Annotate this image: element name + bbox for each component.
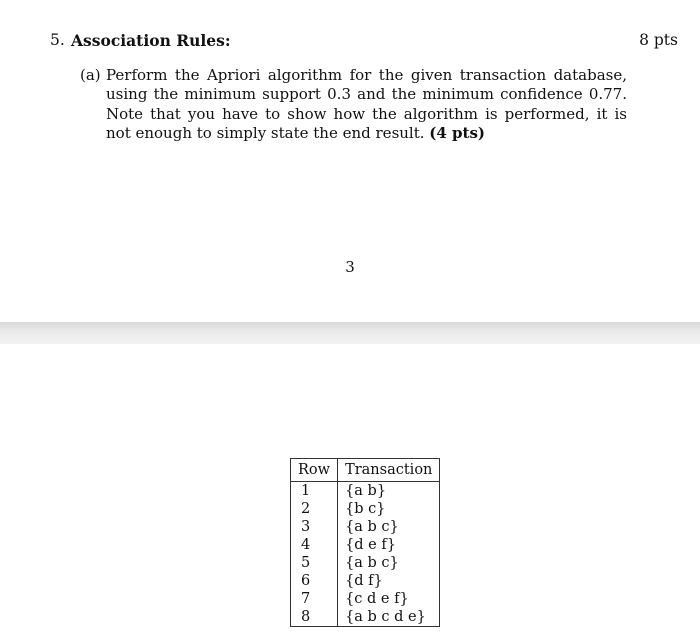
transaction-items: {d e f} (338, 536, 440, 554)
row-id: 7 (291, 590, 338, 608)
transaction-items: {a b} (338, 482, 440, 501)
table-row (291, 482, 440, 501)
part-a-label: (a) (80, 66, 101, 84)
transaction-items: {a b c} (338, 554, 440, 572)
question-title: Association Rules: (71, 31, 231, 50)
part-a-body: Perform the Apriori algorithm for the given transaction database, using the minimum support 0.3 and the minimum confidence 0.77. Note that you have to show how the algorithm is performed, it is not enough to simply state the end result. (106, 66, 627, 143)
row-id: 8 (291, 608, 338, 627)
part-a-text (106, 66, 627, 144)
page-number: 3 (345, 258, 355, 276)
table-row (291, 518, 440, 536)
transaction-items: {a b c d e} (338, 608, 440, 627)
table-row (291, 608, 440, 627)
transaction-items: {c d e f} (338, 590, 440, 608)
row-id: 6 (291, 572, 338, 590)
transaction-table (290, 458, 440, 627)
part-a-points: (4 pts) (429, 124, 486, 143)
header-transaction: Transaction (338, 459, 440, 482)
table-row (291, 590, 440, 608)
table-row (291, 536, 440, 554)
document-page-2 (0, 344, 700, 642)
table-row (291, 572, 440, 590)
row-id: 1 (291, 482, 338, 501)
table-row (291, 554, 440, 572)
table-row (291, 500, 440, 518)
header-row: Row (291, 459, 338, 482)
page-separator (0, 322, 700, 344)
question-points: 8 pts (639, 31, 678, 49)
transaction-items: {d f} (338, 572, 440, 590)
table-header-row (291, 459, 440, 482)
row-id: 4 (291, 536, 338, 554)
row-id: 5 (291, 554, 338, 572)
transaction-items: {b c} (338, 500, 440, 518)
row-id: 2 (291, 500, 338, 518)
row-id: 3 (291, 518, 338, 536)
transaction-items: {a b c} (338, 518, 440, 536)
question-number: 5. (50, 31, 65, 49)
